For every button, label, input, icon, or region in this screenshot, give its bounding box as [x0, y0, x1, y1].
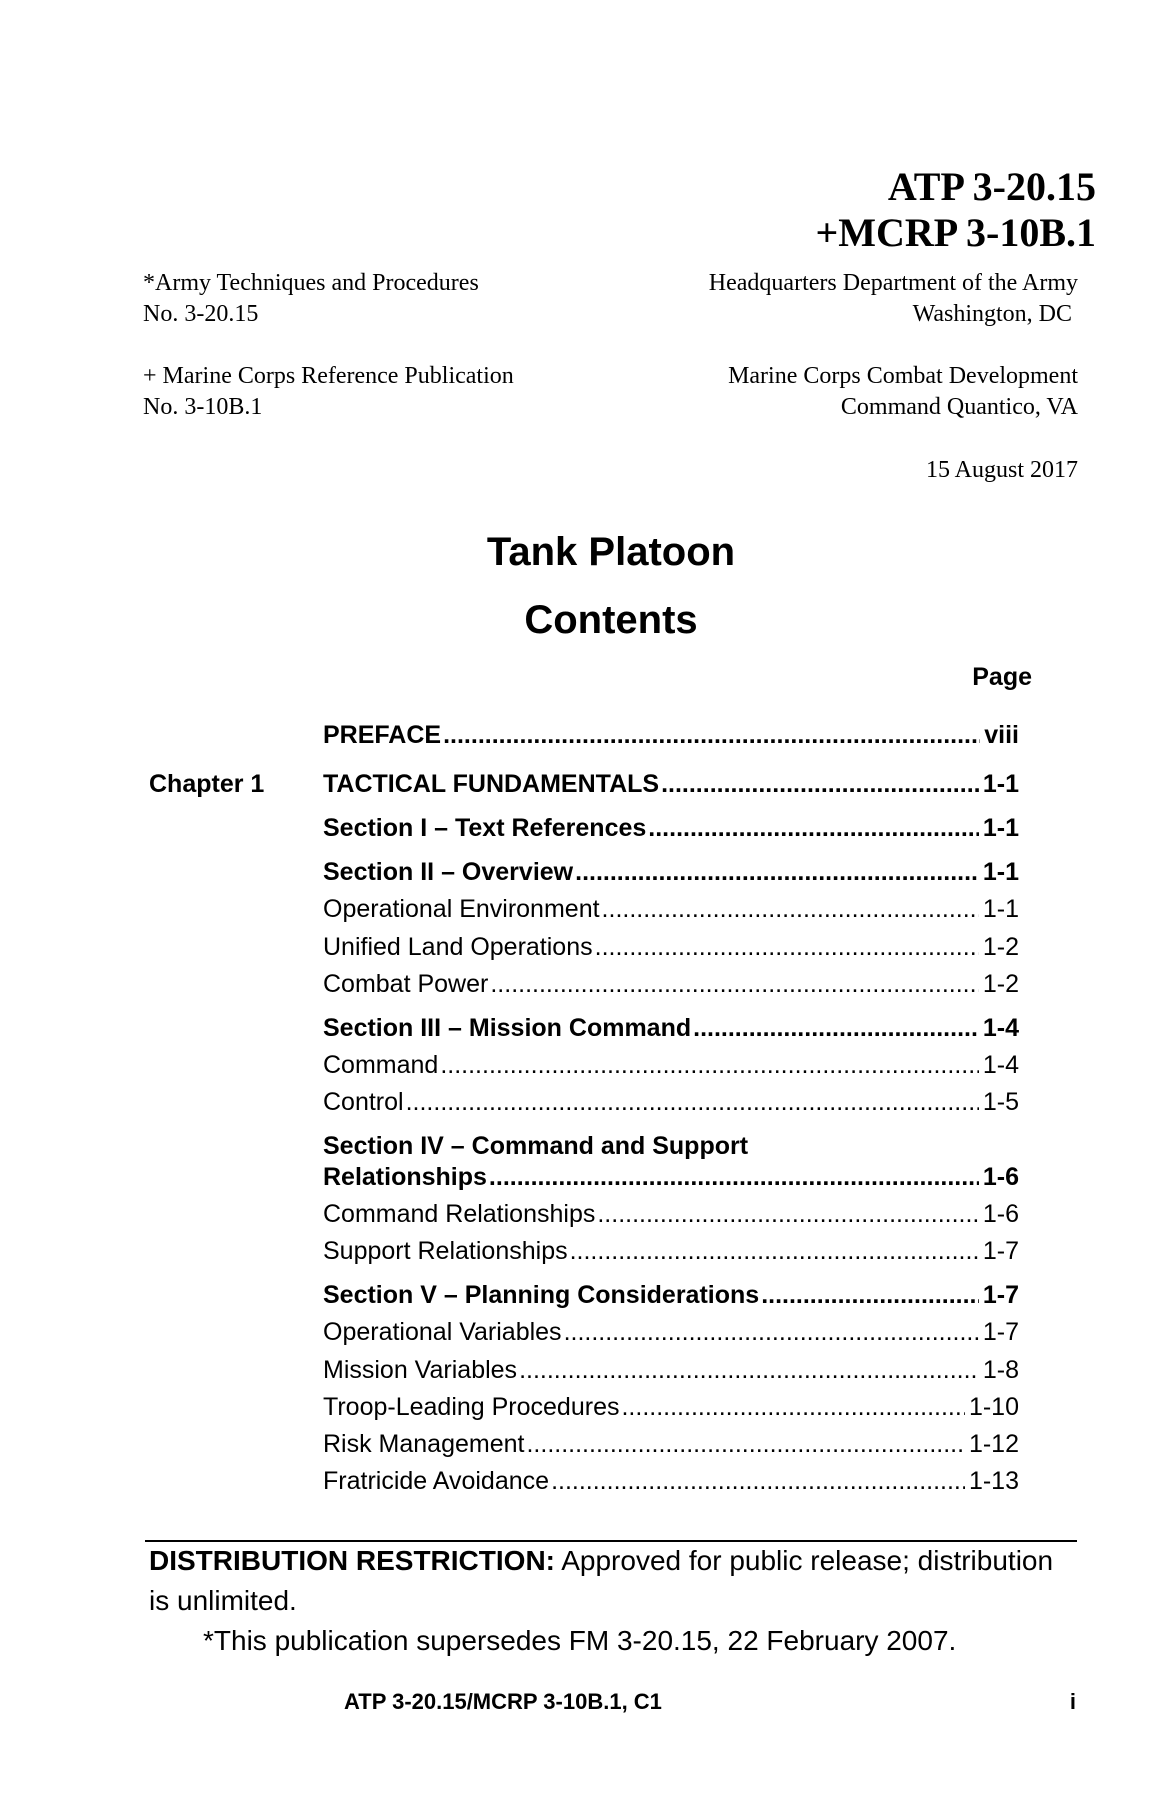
toc-entry[interactable]: [323, 1087, 1019, 1117]
distribution-text: Approved for public release; distribution is unlimited.: [149, 1545, 1054, 1616]
toc-entry-title: Operational Variables: [323, 1318, 562, 1346]
toc-entry-page: 1-4: [982, 1051, 1019, 1079]
supersedes-note: *This publication supersedes FM 3-20.15, 22 February 2007.: [203, 1625, 957, 1656]
toc-entry-preface[interactable]: [323, 720, 1019, 750]
toc-entry-page: 1-8: [982, 1356, 1019, 1384]
toc-leader: [602, 894, 979, 924]
toc-entry-page: 1-1: [982, 858, 1019, 886]
toc-entry-page: 1-10: [968, 1393, 1019, 1421]
toc-entry[interactable]: [323, 1392, 1019, 1422]
toc-entry-title: Risk Management: [323, 1430, 525, 1458]
document-number: [815, 164, 1096, 256]
marine-publication-type: + Marine Corps Reference Publication: [143, 363, 514, 389]
footer-page-number: i: [1069, 1689, 1076, 1714]
toc-entry[interactable]: [323, 1429, 1019, 1459]
footer-document-id: ATP 3-20.15/MCRP 3-10B.1, C1: [344, 1689, 662, 1714]
toc-leader: [406, 1087, 979, 1117]
toc-leader: [526, 1429, 964, 1459]
toc-leader: [661, 769, 979, 799]
toc-entry-title: Section V – Planning Considerations: [323, 1281, 760, 1309]
toc-entry-page: 1-5: [982, 1088, 1019, 1116]
marine-publication-number: No. 3-10B.1: [143, 394, 263, 420]
army-publication-block: [143, 268, 479, 330]
distribution-restriction: [149, 1541, 1079, 1621]
toc-entry[interactable]: [323, 969, 1019, 999]
toc-entry[interactable]: [323, 1013, 1019, 1043]
toc-entry-page: 1-6: [982, 1163, 1019, 1191]
toc-leader: [575, 857, 979, 887]
toc-entry-page: 1-4: [982, 1014, 1019, 1042]
toc-entry[interactable]: [323, 932, 1019, 962]
toc-entry-title: Section I – Text References: [323, 814, 647, 842]
toc-leader: [519, 1355, 979, 1385]
army-location: Washington, DC: [912, 301, 1072, 327]
toc-leader: [621, 1392, 964, 1422]
toc-entry-page: 1-1: [982, 814, 1019, 842]
toc-leader: [761, 1280, 979, 1310]
toc-entry[interactable]: [323, 894, 1019, 924]
marine-publication-block: [143, 361, 514, 423]
toc-entry-title: Unified Land Operations: [323, 933, 593, 961]
toc-entry-page: 1-6: [982, 1200, 1019, 1228]
toc-leader: [490, 969, 979, 999]
toc-entry[interactable]: [323, 857, 1019, 887]
toc-entry-title: Mission Variables: [323, 1356, 518, 1384]
toc-entry[interactable]: [323, 1199, 1019, 1229]
toc-leader: [648, 813, 979, 843]
document-number-mcrp: +MCRP 3-10B.1: [815, 210, 1096, 255]
toc-entry-title: Operational Environment: [323, 895, 600, 923]
toc-entry-title: Section II – Overview: [323, 858, 574, 886]
toc-entry-title: TACTICAL FUNDAMENTALS: [323, 770, 660, 798]
toc-entry-page: 1-7: [982, 1281, 1019, 1309]
toc-entry-title: Combat Power: [323, 970, 489, 998]
toc-entry-title: Command: [323, 1051, 439, 1079]
publication-date: 15 August 2017: [925, 457, 1078, 483]
toc-entry-page: 1-1: [982, 770, 1019, 798]
toc-entry-page: 1-7: [982, 1318, 1019, 1346]
toc-entry-title: PREFACE: [323, 721, 442, 749]
toc-entry[interactable]: [323, 1236, 1019, 1266]
marine-headquarters: Marine Corps Combat Development: [728, 363, 1078, 389]
army-publication-type: *Army Techniques and Procedures: [143, 270, 479, 296]
toc-entry-title: Control: [323, 1088, 404, 1116]
army-headquarters-block: [709, 268, 1078, 330]
toc-entry[interactable]: [323, 1466, 1019, 1496]
toc-leader: [551, 1466, 965, 1496]
army-publication-number: No. 3-20.15: [143, 301, 259, 327]
toc-entry[interactable]: [323, 1317, 1019, 1347]
toc-entry-title-line1: Section IV – Command and Support: [323, 1132, 749, 1160]
toc-entry-page: 1-13: [968, 1467, 1019, 1495]
toc-entry-title: Relationships: [323, 1163, 487, 1191]
marine-location: Command Quantico, VA: [840, 394, 1078, 420]
toc-entry-page: 1-12: [968, 1430, 1019, 1458]
marine-headquarters-block: [728, 361, 1078, 423]
toc-entry-title: Troop-Leading Procedures: [323, 1393, 620, 1421]
toc-entry[interactable]: [323, 1050, 1019, 1080]
page-column-label: Page: [972, 663, 1032, 691]
toc-entry-page: viii: [984, 721, 1019, 749]
distribution-label: DISTRIBUTION RESTRICTION:: [149, 1545, 555, 1576]
army-headquarters: Headquarters Department of the Army: [708, 270, 1078, 296]
toc-leader: [595, 932, 979, 962]
toc-entry[interactable]: [323, 1280, 1019, 1310]
toc-entry[interactable]: [323, 813, 1019, 843]
document-number-atp: ATP 3-20.15: [887, 164, 1096, 209]
toc-leader: [570, 1236, 979, 1266]
document-title: Tank Platoon: [486, 530, 736, 574]
chapter-label: Chapter 1: [149, 770, 265, 798]
toc-entry-title: Fratricide Avoidance: [323, 1467, 550, 1495]
toc-leader: [440, 1050, 979, 1080]
toc-entry-page: 1-1: [982, 895, 1019, 923]
toc-entry[interactable]: [323, 1355, 1019, 1385]
toc-entry-title: Command Relationships: [323, 1200, 596, 1228]
toc-entry-page: 1-7: [982, 1237, 1019, 1265]
toc-entry-page: 1-2: [982, 933, 1019, 961]
toc-leader: [597, 1199, 979, 1229]
toc-leader: [564, 1317, 979, 1347]
toc-entry-title: Section III – Mission Command: [323, 1014, 692, 1042]
toc-leader: [443, 720, 980, 750]
toc-entry[interactable]: [323, 1162, 1019, 1192]
toc-entry[interactable]: [323, 769, 1019, 799]
toc-entry-page: 1-2: [982, 970, 1019, 998]
toc-leader: [489, 1162, 979, 1192]
toc-leader: [693, 1013, 979, 1043]
toc-entry-title: Support Relationships: [323, 1237, 568, 1265]
contents-heading: Contents: [524, 598, 698, 642]
